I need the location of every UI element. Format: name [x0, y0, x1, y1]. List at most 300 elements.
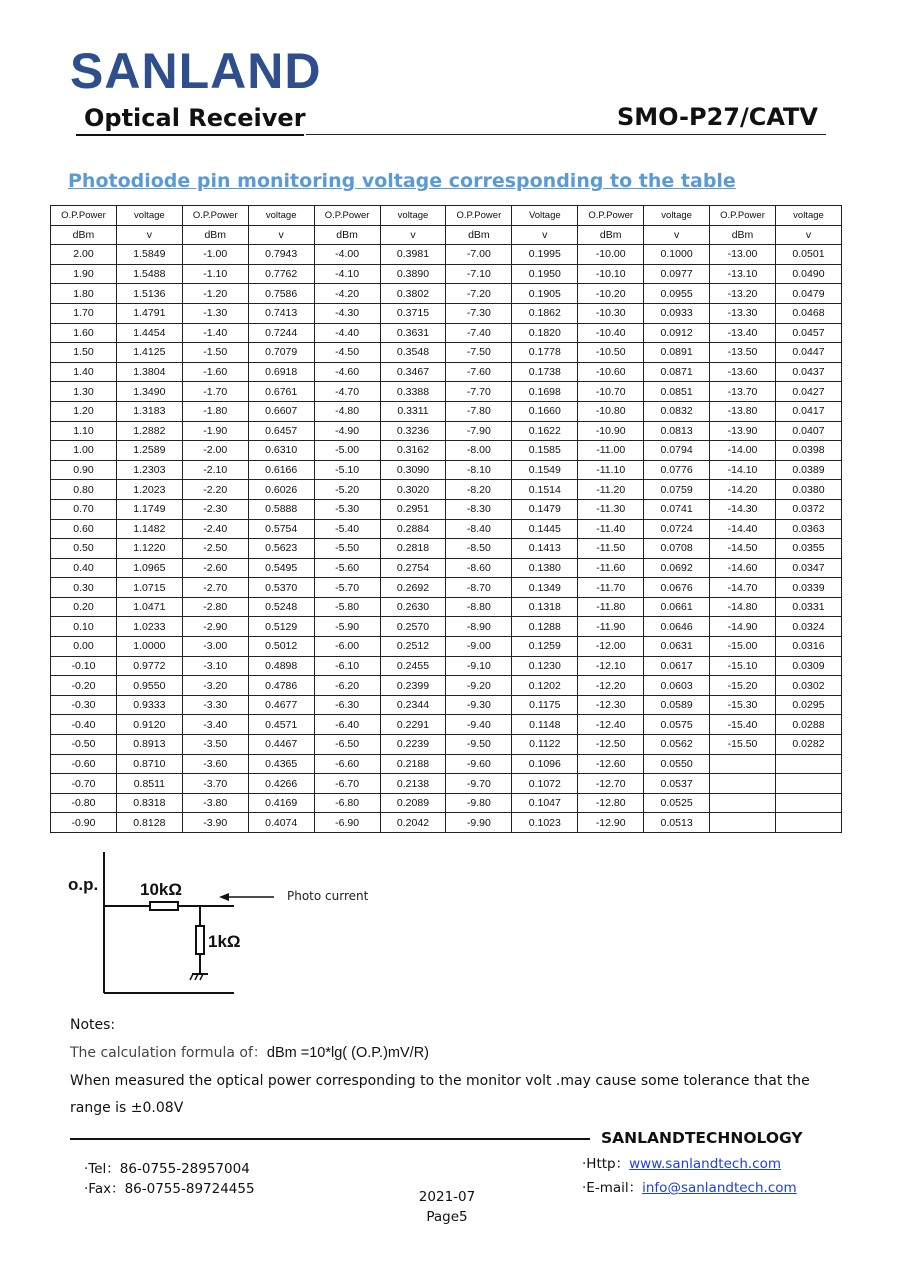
- table-cell: 0.5495: [248, 558, 314, 578]
- table-cell: -5.90: [314, 617, 380, 637]
- table-cell: -15.50: [710, 735, 776, 755]
- table-cell: 0.3090: [380, 460, 446, 480]
- table-cell: -5.20: [314, 480, 380, 500]
- table-cell: 0.4677: [248, 695, 314, 715]
- table-cell: 0.0288: [775, 715, 841, 735]
- table-header-cell: O.P.Power: [578, 206, 644, 226]
- table-cell: -12.70: [578, 774, 644, 794]
- table-cell: 0.2818: [380, 539, 446, 559]
- table-cell: 0.8511: [116, 774, 182, 794]
- table-cell: 0.0871: [644, 362, 710, 382]
- table-cell: -7.10: [446, 264, 512, 284]
- table-row: [51, 225, 842, 245]
- table-cell: 0.2399: [380, 676, 446, 696]
- table-cell: -4.30: [314, 303, 380, 323]
- table-header-cell: Voltage: [512, 206, 578, 226]
- table-cell: 0.0355: [775, 539, 841, 559]
- website-link[interactable]: www.sanlandtech.com: [629, 1156, 781, 1172]
- table-cell: 1.4791: [116, 303, 182, 323]
- formula-prefix: The calculation formula of：: [70, 1045, 267, 1061]
- table-row: [51, 264, 842, 284]
- table-cell: 0.3388: [380, 382, 446, 402]
- table-cell: -6.90: [314, 813, 380, 833]
- table-row: [51, 676, 842, 696]
- table-cell: 0.0550: [644, 754, 710, 774]
- table-row: [51, 715, 842, 735]
- table-cell: 0.0457: [775, 323, 841, 343]
- table-cell: -2.30: [182, 499, 248, 519]
- table-cell: 0.30: [51, 578, 117, 598]
- website-line: [582, 1152, 781, 1172]
- table-cell: -11.20: [578, 480, 644, 500]
- table-cell: 0.1072: [512, 774, 578, 794]
- table-cell: 0.3715: [380, 303, 446, 323]
- table-row: [51, 558, 842, 578]
- table-cell: 0.1175: [512, 695, 578, 715]
- table-cell: -11.70: [578, 578, 644, 598]
- table-cell: 0.70: [51, 499, 117, 519]
- table-cell: 0.0708: [644, 539, 710, 559]
- table-cell: -2.50: [182, 539, 248, 559]
- table-cell: 0.9333: [116, 695, 182, 715]
- table-row: [51, 597, 842, 617]
- table-cell: -7.90: [446, 421, 512, 441]
- table-cell: 0.0741: [644, 499, 710, 519]
- table-cell: 1.0000: [116, 637, 182, 657]
- table-cell: -3.50: [182, 735, 248, 755]
- table-cell: 1.10: [51, 421, 117, 441]
- table-row: [51, 735, 842, 755]
- table-cell: -7.20: [446, 284, 512, 304]
- table-cell: -14.90: [710, 617, 776, 637]
- r1-label: 10kΩ: [140, 880, 182, 899]
- table-cell: -10.90: [578, 421, 644, 441]
- table-row: [51, 656, 842, 676]
- table-cell: 0.0933: [644, 303, 710, 323]
- table-cell: -9.50: [446, 735, 512, 755]
- table-cell: -14.70: [710, 578, 776, 598]
- table-row: [51, 754, 842, 774]
- table-cell: -8.00: [446, 441, 512, 461]
- table-cell: -13.00: [710, 245, 776, 265]
- table-row: [51, 460, 842, 480]
- table-cell: -9.30: [446, 695, 512, 715]
- table-cell: 0.0437: [775, 362, 841, 382]
- table-cell: 0.1202: [512, 676, 578, 696]
- table-row: [51, 480, 842, 500]
- table-cell: -5.00: [314, 441, 380, 461]
- table-cell: 1.90: [51, 264, 117, 284]
- table-row: [51, 284, 842, 304]
- table-cell: 1.1220: [116, 539, 182, 559]
- table-cell: -4.20: [314, 284, 380, 304]
- table-cell: 0.0427: [775, 382, 841, 402]
- table-cell: 0.2754: [380, 558, 446, 578]
- table-cell: 0.0339: [775, 578, 841, 598]
- table-cell: 0.0589: [644, 695, 710, 715]
- table-cell: 1.50: [51, 343, 117, 363]
- table-row: [51, 421, 842, 441]
- table-cell: -2.00: [182, 441, 248, 461]
- model-number: SMO-P27/CATV: [617, 103, 818, 131]
- table-cell: v: [644, 225, 710, 245]
- table-cell: -5.60: [314, 558, 380, 578]
- fax: ·Fax：86-0755-89724455: [84, 1181, 255, 1197]
- http-label: ·Http：: [582, 1156, 630, 1172]
- table-cell: -9.20: [446, 676, 512, 696]
- table-cell: -8.10: [446, 460, 512, 480]
- table-cell: -6.80: [314, 793, 380, 813]
- table-cell: 0.0603: [644, 676, 710, 696]
- formula-line: [70, 1042, 429, 1062]
- table-cell: 0.0282: [775, 735, 841, 755]
- table-cell: 0.1096: [512, 754, 578, 774]
- monitor-voltage-table: [50, 205, 842, 833]
- table-cell: -7.80: [446, 401, 512, 421]
- table-header-cell: voltage: [248, 206, 314, 226]
- table-cell: -12.80: [578, 793, 644, 813]
- table-cell: -13.90: [710, 421, 776, 441]
- table-cell: 0.40: [51, 558, 117, 578]
- table-cell: -4.00: [314, 245, 380, 265]
- table-cell: 0.1122: [512, 735, 578, 755]
- table-cell: 1.2882: [116, 421, 182, 441]
- table-cell: 0.1549: [512, 460, 578, 480]
- table-cell: 0.1230: [512, 656, 578, 676]
- table-cell: 0.0537: [644, 774, 710, 794]
- table-cell: -6.60: [314, 754, 380, 774]
- table-cell: v: [775, 225, 841, 245]
- table-cell: -11.40: [578, 519, 644, 539]
- table-cell: [775, 774, 841, 794]
- table-cell: 1.0965: [116, 558, 182, 578]
- table-cell: -11.60: [578, 558, 644, 578]
- table-cell: 0.0447: [775, 343, 841, 363]
- table-cell: -14.00: [710, 441, 776, 461]
- table-cell: -1.20: [182, 284, 248, 304]
- section-title: Photodiode pin monitoring voltage corresponding to the table: [68, 170, 736, 192]
- table-cell: -11.50: [578, 539, 644, 559]
- table-cell: -3.00: [182, 637, 248, 657]
- table-row: [51, 539, 842, 559]
- table-cell: [710, 793, 776, 813]
- notes-heading: Notes:: [70, 1017, 116, 1033]
- table-cell: -10.80: [578, 401, 644, 421]
- table-cell: -8.30: [446, 499, 512, 519]
- table-cell: 0.0525: [644, 793, 710, 813]
- table-cell: [775, 813, 841, 833]
- table-cell: 0.0295: [775, 695, 841, 715]
- email-link[interactable]: info@sanlandtech.com: [642, 1180, 797, 1196]
- table-cell: 0.0631: [644, 637, 710, 657]
- table-cell: 0.4365: [248, 754, 314, 774]
- table-cell: -11.80: [578, 597, 644, 617]
- table-row: [51, 774, 842, 794]
- table-header-cell: O.P.Power: [446, 206, 512, 226]
- table-cell: 1.60: [51, 323, 117, 343]
- table-cell: 0.1820: [512, 323, 578, 343]
- table-cell: 2.00: [51, 245, 117, 265]
- table-cell: -12.30: [578, 695, 644, 715]
- table-cell: 0.1950: [512, 264, 578, 284]
- table-cell: 1.0233: [116, 617, 182, 637]
- table-cell: -15.10: [710, 656, 776, 676]
- table-cell: 0.0363: [775, 519, 841, 539]
- table-row: [51, 382, 842, 402]
- table-header-cell: O.P.Power: [710, 206, 776, 226]
- r2-label: 1kΩ: [208, 932, 241, 951]
- footer-rule: [70, 1138, 590, 1140]
- table-cell: 0.4266: [248, 774, 314, 794]
- table-cell: -12.50: [578, 735, 644, 755]
- table-cell: 0.7762: [248, 264, 314, 284]
- table-cell: v: [116, 225, 182, 245]
- table-cell: -13.50: [710, 343, 776, 363]
- table-cell: -10.20: [578, 284, 644, 304]
- table-cell: 0.2512: [380, 637, 446, 657]
- table-cell: 0.3311: [380, 401, 446, 421]
- table-cell: -4.10: [314, 264, 380, 284]
- table-cell: -11.10: [578, 460, 644, 480]
- table-cell: 0.0759: [644, 480, 710, 500]
- table-cell: -5.10: [314, 460, 380, 480]
- table-cell: -7.40: [446, 323, 512, 343]
- table-cell: 0.3162: [380, 441, 446, 461]
- table-header-cell: voltage: [116, 206, 182, 226]
- table-cell: 0.0380: [775, 480, 841, 500]
- page-number: Page5: [426, 1209, 468, 1225]
- table-cell: -3.20: [182, 676, 248, 696]
- table-cell: 1.4454: [116, 323, 182, 343]
- table-cell: 0.3548: [380, 343, 446, 363]
- table-cell: 1.3490: [116, 382, 182, 402]
- table-cell: 0.7586: [248, 284, 314, 304]
- table-row: [51, 343, 842, 363]
- table-cell: -0.70: [51, 774, 117, 794]
- table-cell: -13.80: [710, 401, 776, 421]
- table-row: [51, 617, 842, 637]
- table-cell: 0.2089: [380, 793, 446, 813]
- table-cell: 0.0794: [644, 441, 710, 461]
- table-cell: 1.0715: [116, 578, 182, 598]
- table-cell: 0.0955: [644, 284, 710, 304]
- table-cell: -0.50: [51, 735, 117, 755]
- table-cell: 1.3804: [116, 362, 182, 382]
- table-cell: 1.80: [51, 284, 117, 304]
- table-cell: -15.00: [710, 637, 776, 657]
- table-cell: 0.3020: [380, 480, 446, 500]
- table-cell: -1.50: [182, 343, 248, 363]
- header-rule: [306, 134, 826, 135]
- table-cell: 0.8318: [116, 793, 182, 813]
- table-row: [51, 695, 842, 715]
- table-cell: -4.60: [314, 362, 380, 382]
- table-row: [51, 303, 842, 323]
- table-cell: 0.1622: [512, 421, 578, 441]
- table-cell: -14.60: [710, 558, 776, 578]
- table-cell: 0.8913: [116, 735, 182, 755]
- table-cell: 1.2303: [116, 460, 182, 480]
- table-cell: 1.00: [51, 441, 117, 461]
- table-cell: -1.80: [182, 401, 248, 421]
- table-cell: 0.6761: [248, 382, 314, 402]
- table-cell: 0.1995: [512, 245, 578, 265]
- table-cell: 1.1749: [116, 499, 182, 519]
- table-cell: -3.60: [182, 754, 248, 774]
- table-cell: [710, 774, 776, 794]
- table-cell: -12.90: [578, 813, 644, 833]
- table-cell: 0.2630: [380, 597, 446, 617]
- table-cell: -1.10: [182, 264, 248, 284]
- table-cell: 1.20: [51, 401, 117, 421]
- table-cell: -13.40: [710, 323, 776, 343]
- table-cell: 0.0776: [644, 460, 710, 480]
- table-cell: 1.30: [51, 382, 117, 402]
- table-cell: 0.6310: [248, 441, 314, 461]
- table-cell: 0.0851: [644, 382, 710, 402]
- table-cell: 0.3890: [380, 264, 446, 284]
- table-row: [51, 813, 842, 833]
- table-cell: 0.0490: [775, 264, 841, 284]
- table-row: [51, 323, 842, 343]
- table-cell: 0.9120: [116, 715, 182, 735]
- table-cell: -11.30: [578, 499, 644, 519]
- table-cell: -0.80: [51, 793, 117, 813]
- table-cell: -8.70: [446, 578, 512, 598]
- company-name: SANLANDTECHNOLOGY: [601, 1129, 803, 1147]
- table-header-cell: voltage: [380, 206, 446, 226]
- table-cell: -5.30: [314, 499, 380, 519]
- table-header-cell: O.P.Power: [51, 206, 117, 226]
- table-cell: 0.0832: [644, 401, 710, 421]
- table-cell: 0.6166: [248, 460, 314, 480]
- table-cell: 0.1514: [512, 480, 578, 500]
- table-cell: 1.5849: [116, 245, 182, 265]
- table-cell: 0.9550: [116, 676, 182, 696]
- table-cell: -11.00: [578, 441, 644, 461]
- table-cell: 1.5488: [116, 264, 182, 284]
- table-cell: -8.90: [446, 617, 512, 637]
- table-cell: 0.8128: [116, 813, 182, 833]
- table-cell: 0.0316: [775, 637, 841, 657]
- formula: dBm =10*lg( (O.P.)mV/R): [266, 1045, 429, 1061]
- table-cell: 0.6457: [248, 421, 314, 441]
- table-cell: -1.30: [182, 303, 248, 323]
- table-cell: -12.10: [578, 656, 644, 676]
- table-cell: -14.20: [710, 480, 776, 500]
- table-cell: 0.2455: [380, 656, 446, 676]
- table-cell: 0.1905: [512, 284, 578, 304]
- table-cell: -3.10: [182, 656, 248, 676]
- table-cell: -2.60: [182, 558, 248, 578]
- table-cell: 0.1318: [512, 597, 578, 617]
- table-cell: -2.70: [182, 578, 248, 598]
- table-cell: 0.90: [51, 460, 117, 480]
- table-cell: 0.60: [51, 519, 117, 539]
- table-cell: [710, 754, 776, 774]
- table-cell: 0.1778: [512, 343, 578, 363]
- table-cell: dBm: [51, 225, 117, 245]
- table-cell: -10.10: [578, 264, 644, 284]
- tolerance-note: When measured the optical power corresponding to the monitor volt .may cause some tolerance that the range is ±0.08V: [70, 1073, 810, 1116]
- table-cell: -11.90: [578, 617, 644, 637]
- table-cell: 1.4125: [116, 343, 182, 363]
- table-cell: -4.70: [314, 382, 380, 402]
- table-header-cell: O.P.Power: [182, 206, 248, 226]
- table-cell: 0.8710: [116, 754, 182, 774]
- table-cell: 0.7244: [248, 323, 314, 343]
- table-cell: dBm: [578, 225, 644, 245]
- table-cell: 0.1259: [512, 637, 578, 657]
- table-cell: -0.10: [51, 656, 117, 676]
- table-cell: -8.80: [446, 597, 512, 617]
- table-cell: 0.4898: [248, 656, 314, 676]
- table-cell: 0.4074: [248, 813, 314, 833]
- table-cell: -7.70: [446, 382, 512, 402]
- telephone: ·Tel：86-0755-28957004: [84, 1161, 250, 1177]
- table-cell: 1.70: [51, 303, 117, 323]
- table-cell: -7.50: [446, 343, 512, 363]
- table-cell: -10.40: [578, 323, 644, 343]
- table-cell: -10.50: [578, 343, 644, 363]
- table-cell: -3.80: [182, 793, 248, 813]
- table-cell: 0.7943: [248, 245, 314, 265]
- table-cell: -6.70: [314, 774, 380, 794]
- table-cell: -15.20: [710, 676, 776, 696]
- table-cell: [710, 813, 776, 833]
- table-cell: 1.2589: [116, 441, 182, 461]
- table-cell: -4.40: [314, 323, 380, 343]
- table-cell: 0.0813: [644, 421, 710, 441]
- table-cell: -5.50: [314, 539, 380, 559]
- table-cell: -14.40: [710, 519, 776, 539]
- table-row: [51, 499, 842, 519]
- table-cell: 0.0646: [644, 617, 710, 637]
- brand-logo: SANLAND: [70, 43, 322, 99]
- document-date: 2021-07: [418, 1189, 476, 1205]
- table-cell: 0.6918: [248, 362, 314, 382]
- table-cell: -5.70: [314, 578, 380, 598]
- table-cell: 0.0331: [775, 597, 841, 617]
- table-cell: -3.40: [182, 715, 248, 735]
- table-header-cell: voltage: [644, 206, 710, 226]
- table-cell: -4.80: [314, 401, 380, 421]
- table-cell: -13.10: [710, 264, 776, 284]
- table-cell: 1.5136: [116, 284, 182, 304]
- table-cell: 0.2239: [380, 735, 446, 755]
- table-cell: -0.20: [51, 676, 117, 696]
- table-cell: -1.70: [182, 382, 248, 402]
- table-cell: 0.2138: [380, 774, 446, 794]
- table-cell: 0.1738: [512, 362, 578, 382]
- table-cell: -13.60: [710, 362, 776, 382]
- table-cell: 1.3183: [116, 401, 182, 421]
- table-cell: 0.6607: [248, 401, 314, 421]
- table-cell: 0.0347: [775, 558, 841, 578]
- table-cell: -15.40: [710, 715, 776, 735]
- table-cell: 0.5370: [248, 578, 314, 598]
- table-cell: -8.20: [446, 480, 512, 500]
- table-cell: -1.60: [182, 362, 248, 382]
- table-cell: 0.1698: [512, 382, 578, 402]
- table-cell: 0.1445: [512, 519, 578, 539]
- table-cell: -10.60: [578, 362, 644, 382]
- table-cell: -10.70: [578, 382, 644, 402]
- table-cell: -6.50: [314, 735, 380, 755]
- table-cell: [775, 754, 841, 774]
- table-cell: [775, 793, 841, 813]
- table-cell: 0.0407: [775, 421, 841, 441]
